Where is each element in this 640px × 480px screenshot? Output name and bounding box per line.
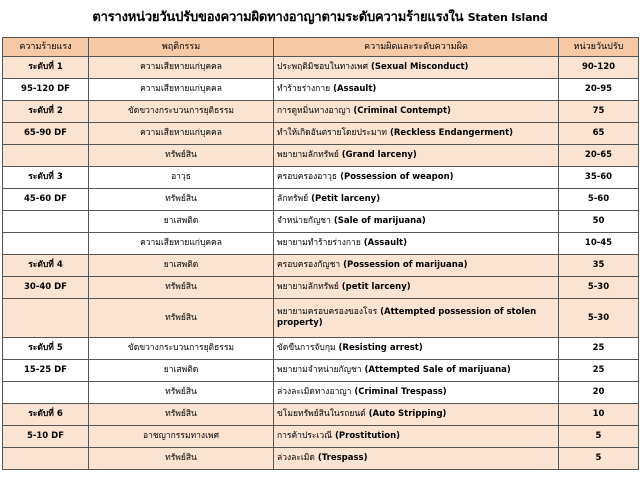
title-thai: ตารางหน่วยวันปรับของความผิดทางอาญาตามระดับความร้ายแรงใน <box>92 10 464 25</box>
offense-english: (Assault) <box>363 238 407 248</box>
severity-cell <box>3 145 89 167</box>
offense-english: (Possession of marijuana) <box>343 260 468 270</box>
header-offense: ความผิดและระดับความผิด <box>274 38 559 57</box>
behavior-cell: ทรัพย์สิน <box>89 382 274 404</box>
severity-cell: 15-25 DF <box>3 360 89 382</box>
offense-thai: ขโมยทรัพย์สินในรถยนต์ <box>277 409 366 419</box>
severity-cell <box>3 299 89 338</box>
units-cell: 25 <box>559 360 639 382</box>
table-body <box>3 57 639 470</box>
behavior-cell: ทรัพย์สิน <box>89 277 274 299</box>
units-cell: 5 <box>559 448 639 470</box>
table-row <box>3 382 639 404</box>
offense-thai: ทำให้เกิดอันตรายโดยประมาท <box>277 128 388 138</box>
severity-cell: 45-60 DF <box>3 189 89 211</box>
units-cell: 20-95 <box>559 79 639 101</box>
severity-cell: ระดับที่ 5 <box>3 338 89 360</box>
severity-cell: 65-90 DF <box>3 123 89 145</box>
offense-cell <box>274 79 559 101</box>
table-header-row <box>3 38 639 57</box>
severity-cell: 5-10 DF <box>3 426 89 448</box>
severity-cell: ระดับที่ 1 <box>3 57 89 79</box>
severity-cell <box>3 211 89 233</box>
table-row <box>3 233 639 255</box>
offense-cell <box>274 338 559 360</box>
units-cell: 5-30 <box>559 299 639 338</box>
offense-cell <box>274 277 559 299</box>
behavior-cell: ทรัพย์สิน <box>89 404 274 426</box>
behavior-cell: ขัดขวางกระบวนการยุติธรรม <box>89 338 274 360</box>
offense-cell <box>274 145 559 167</box>
offense-english: (Reckless Endangerment) <box>390 128 514 138</box>
title-english: Staten Island <box>467 11 548 24</box>
behavior-cell: ยาเสพติด <box>89 255 274 277</box>
offense-english: (Auto Stripping) <box>368 409 447 419</box>
severity-cell: 30-40 DF <box>3 277 89 299</box>
units-cell: 75 <box>559 101 639 123</box>
units-cell: 10 <box>559 404 639 426</box>
offense-english: (Grand larceny) <box>341 150 417 160</box>
offense-cell <box>274 299 559 338</box>
table-row <box>3 57 639 79</box>
offense-cell <box>274 360 559 382</box>
offense-thai: ครอบครองกัญชา <box>277 260 341 270</box>
offense-thai: การดูหมิ่นทางอาญา <box>277 106 351 116</box>
table-row <box>3 145 639 167</box>
units-cell: 5-60 <box>559 189 639 211</box>
offense-thai: พยายามครอบครองของโจร <box>277 307 378 317</box>
behavior-cell: อาชญากรรมทางเพศ <box>89 426 274 448</box>
table-row <box>3 123 639 145</box>
offense-english: (Attempted Sale of marijuana) <box>364 365 511 375</box>
units-cell: 35 <box>559 255 639 277</box>
offense-english: (Assault) <box>333 84 377 94</box>
offense-thai: จำหน่ายกัญชา <box>277 216 331 226</box>
offense-thai: พยายามลักทรัพย์ <box>277 282 339 292</box>
offense-cell <box>274 167 559 189</box>
units-cell: 65 <box>559 123 639 145</box>
severity-cell: ระดับที่ 2 <box>3 101 89 123</box>
behavior-cell: ทรัพย์สิน <box>89 299 274 338</box>
behavior-cell: ขัดขวางกระบวนการยุติธรรม <box>89 101 274 123</box>
offense-english: (Criminal Trespass) <box>354 387 447 397</box>
table-row <box>3 167 639 189</box>
offense-thai: ล่วงละเมิด <box>277 453 315 463</box>
offense-thai: พยายามทำร้ายร่างกาย <box>277 238 361 248</box>
units-cell: 35-60 <box>559 167 639 189</box>
severity-cell: 95-120 DF <box>3 79 89 101</box>
table-row <box>3 277 639 299</box>
table-row <box>3 211 639 233</box>
offense-cell <box>274 101 559 123</box>
behavior-cell: อาวุธ <box>89 167 274 189</box>
table-row <box>3 189 639 211</box>
severity-cell: ระดับที่ 4 <box>3 255 89 277</box>
offense-english: (Possession of weapon) <box>340 172 454 182</box>
offense-thai: ลักทรัพย์ <box>277 194 309 204</box>
behavior-cell: ความเสียหายแก่บุคคล <box>89 123 274 145</box>
units-cell: 50 <box>559 211 639 233</box>
offense-english: (Petit larceny) <box>311 194 381 204</box>
behavior-cell: ยาเสพติด <box>89 360 274 382</box>
offense-cell <box>274 189 559 211</box>
offense-thai: พยายามลักทรัพย์ <box>277 150 339 160</box>
offense-english: (Sale of marijuana) <box>333 216 426 226</box>
units-cell: 5 <box>559 426 639 448</box>
table-row <box>3 448 639 470</box>
behavior-cell: ทรัพย์สิน <box>89 189 274 211</box>
header-severity: ความร้ายแรง <box>3 38 89 57</box>
offense-cell <box>274 404 559 426</box>
offense-english: (petit larceny) <box>341 282 411 292</box>
offense-english: (Criminal Contempt) <box>353 106 451 116</box>
offense-cell <box>274 233 559 255</box>
offense-thai: ล่วงละเมิดทางอาญา <box>277 387 352 397</box>
offense-cell <box>274 123 559 145</box>
offense-thai: ทำร้ายร่างกาย <box>277 84 331 94</box>
offense-cell <box>274 255 559 277</box>
table-row <box>3 426 639 448</box>
table-row <box>3 101 639 123</box>
behavior-cell: ความเสียหายแก่บุคคล <box>89 233 274 255</box>
offense-thai: ประพฤติมิชอบในทางเพศ <box>277 62 369 72</box>
table-row <box>3 79 639 101</box>
units-cell: 20 <box>559 382 639 404</box>
offense-english: (Sexual Misconduct) <box>371 62 469 72</box>
offense-english: (Resisting arrest) <box>338 343 423 353</box>
behavior-cell: ทรัพย์สิน <box>89 448 274 470</box>
header-units: หน่วยวันปรับ <box>559 38 639 57</box>
units-cell: 10-45 <box>559 233 639 255</box>
offense-cell <box>274 57 559 79</box>
severity-cell <box>3 448 89 470</box>
page-title <box>0 6 640 28</box>
offense-cell <box>274 426 559 448</box>
offense-english: (Trespass) <box>317 453 368 463</box>
fine-units-table <box>2 37 639 470</box>
table-row <box>3 360 639 382</box>
behavior-cell: ทรัพย์สิน <box>89 145 274 167</box>
units-cell: 90-120 <box>559 57 639 79</box>
table-row <box>3 338 639 360</box>
offense-english: (Prostitution) <box>335 431 401 441</box>
offense-cell <box>274 382 559 404</box>
severity-cell <box>3 233 89 255</box>
units-cell: 25 <box>559 338 639 360</box>
table-row <box>3 299 639 338</box>
behavior-cell: ยาเสพติด <box>89 211 274 233</box>
units-cell: 5-30 <box>559 277 639 299</box>
offense-english: (Attempted possession of stolen property) <box>277 307 537 328</box>
severity-cell: ระดับที่ 6 <box>3 404 89 426</box>
units-cell: 20-65 <box>559 145 639 167</box>
offense-thai: การค้าประเวณี <box>277 431 333 441</box>
behavior-cell: ความเสียหายแก่บุคคล <box>89 79 274 101</box>
table-row <box>3 255 639 277</box>
offense-thai: ครอบครองอาวุธ <box>277 172 338 182</box>
offense-cell <box>274 448 559 470</box>
header-behavior: พฤติกรรม <box>89 38 274 57</box>
behavior-cell: ความเสียหายแก่บุคคล <box>89 57 274 79</box>
table-row <box>3 404 639 426</box>
offense-thai: ขัดขืนการจับกุม <box>277 343 336 353</box>
severity-cell <box>3 382 89 404</box>
offense-thai: พยายามจำหน่ายกัญชา <box>277 365 362 375</box>
offense-cell <box>274 211 559 233</box>
severity-cell: ระดับที่ 3 <box>3 167 89 189</box>
